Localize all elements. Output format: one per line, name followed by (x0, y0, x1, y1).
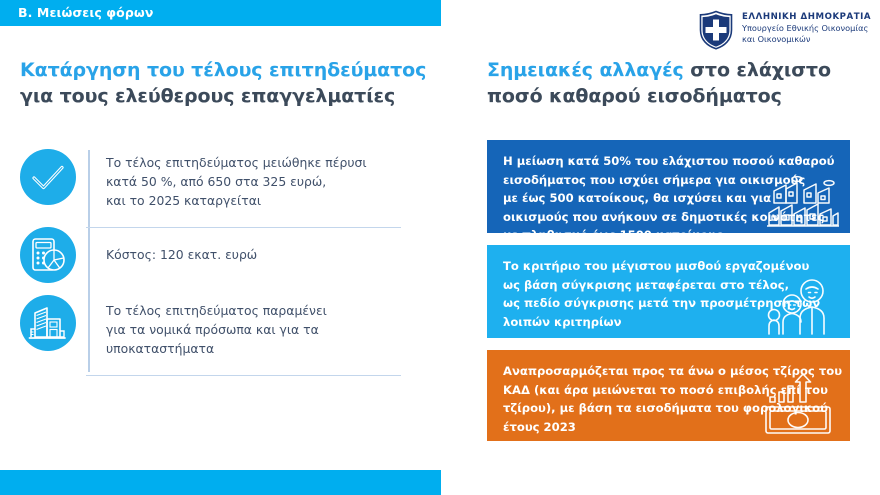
right-heading-accent: Σημειακές αλλαγές (487, 59, 684, 81)
list-item-line: Το τέλος επιτηδεύματος παραμένει (106, 303, 327, 318)
list-divider (86, 375, 401, 376)
info-card-line: έτους 2023 (503, 419, 576, 434)
right-column-heading (487, 57, 867, 109)
list-item-text (106, 145, 367, 210)
check-circle-icon (20, 149, 76, 205)
info-card-line: εισοδήματος που ισχύει σήμερα για οικισμούς (503, 172, 806, 187)
ministry-logo-subtitle-1: Υπουργείο Εθνικής Οικονομίας (742, 23, 869, 33)
right-heading-line-2: ποσό καθαρού εισοδήματος (487, 85, 782, 107)
ministry-logo (698, 10, 874, 54)
list-item-line: και το 2025 καταργείται (106, 193, 262, 208)
calculator-piechart-icon (20, 227, 76, 283)
info-card-salary-criterion (487, 245, 850, 338)
info-card-line: με έως 500 κατοίκους, θα ισχύσει και για (503, 191, 772, 205)
ministry-logo-title: ΕΛΛΗΝΙΚΗ ΔΗΜΟΚΡΑΤΙΑ (742, 12, 872, 22)
info-card-line: τζίρου), με βάση τα εισοδήματα του φορολογικού (503, 401, 828, 415)
left-heading-line-1: Κατάργηση του τέλους επιτηδεύματος (20, 59, 427, 81)
list-item-line: υποκαταστήματα (106, 341, 215, 356)
info-card-line: ΚΑΔ (και άρα μειώνεται το ποσό επιβολής επί του (503, 382, 828, 397)
list-item (20, 145, 430, 227)
list-item (20, 227, 430, 293)
info-card-kad-turnover (487, 350, 850, 441)
list-item-line: Το τέλος επιτηδεύματος μειώθηκε πέρυσι (106, 155, 367, 170)
greek-coat-of-arms-icon (698, 10, 734, 50)
section-banner-label: Β. Μειώσεις φόρων (18, 5, 154, 20)
list-item-text (106, 227, 257, 264)
list-item-line: για τα νομικά πρόσωπα και για τα (106, 322, 319, 337)
info-card-line: λοιπών κριτηρίων (503, 314, 622, 329)
info-card-line: Το κριτήριο του μέγιστου μισθού εργαζομένου (503, 259, 810, 273)
info-card-line: ως βάση σύγκρισης μεταφέρεται στο τέλος, (503, 277, 789, 292)
list-item-line: κατά 50 %, από 650 στα 325 ευρώ, (106, 174, 327, 189)
section-banner (0, 0, 441, 26)
info-card-line: Η μείωση κατά 50% του ελάχιστου ποσού καθαρού (503, 154, 835, 168)
ministry-logo-text (742, 10, 871, 44)
list-item (20, 293, 430, 371)
office-buildings-icon (20, 295, 76, 351)
ministry-logo-subtitle-2: και Οικονομικών (742, 33, 811, 44)
info-card-line: Αναπροσαρμόζεται προς τα άνω ο μέσος τζίρος του (503, 364, 843, 378)
left-list (20, 145, 430, 371)
right-heading-rest: στο ελάχιστο (683, 59, 831, 81)
info-card-settlements (487, 140, 850, 242)
info-card-line: ως πεδίο σύγκρισης μετά την προσμέτρηση των (503, 296, 821, 310)
left-heading-line-2: για τους ελεύθερους επαγγελματίες (20, 85, 396, 107)
info-card-line: με πληθυσμό έως 1500 κατοίκους (503, 228, 723, 242)
list-item-text (106, 293, 327, 358)
left-column-heading (20, 57, 450, 109)
info-card-line: οικισμούς που ανήκουν σε δημοτικές κοινότητες (503, 209, 825, 224)
list-item-line: Κόστος: 120 εκατ. ευρώ (106, 247, 258, 262)
right-heading-line-1 (487, 57, 867, 83)
bottom-accent-bar (0, 470, 441, 495)
